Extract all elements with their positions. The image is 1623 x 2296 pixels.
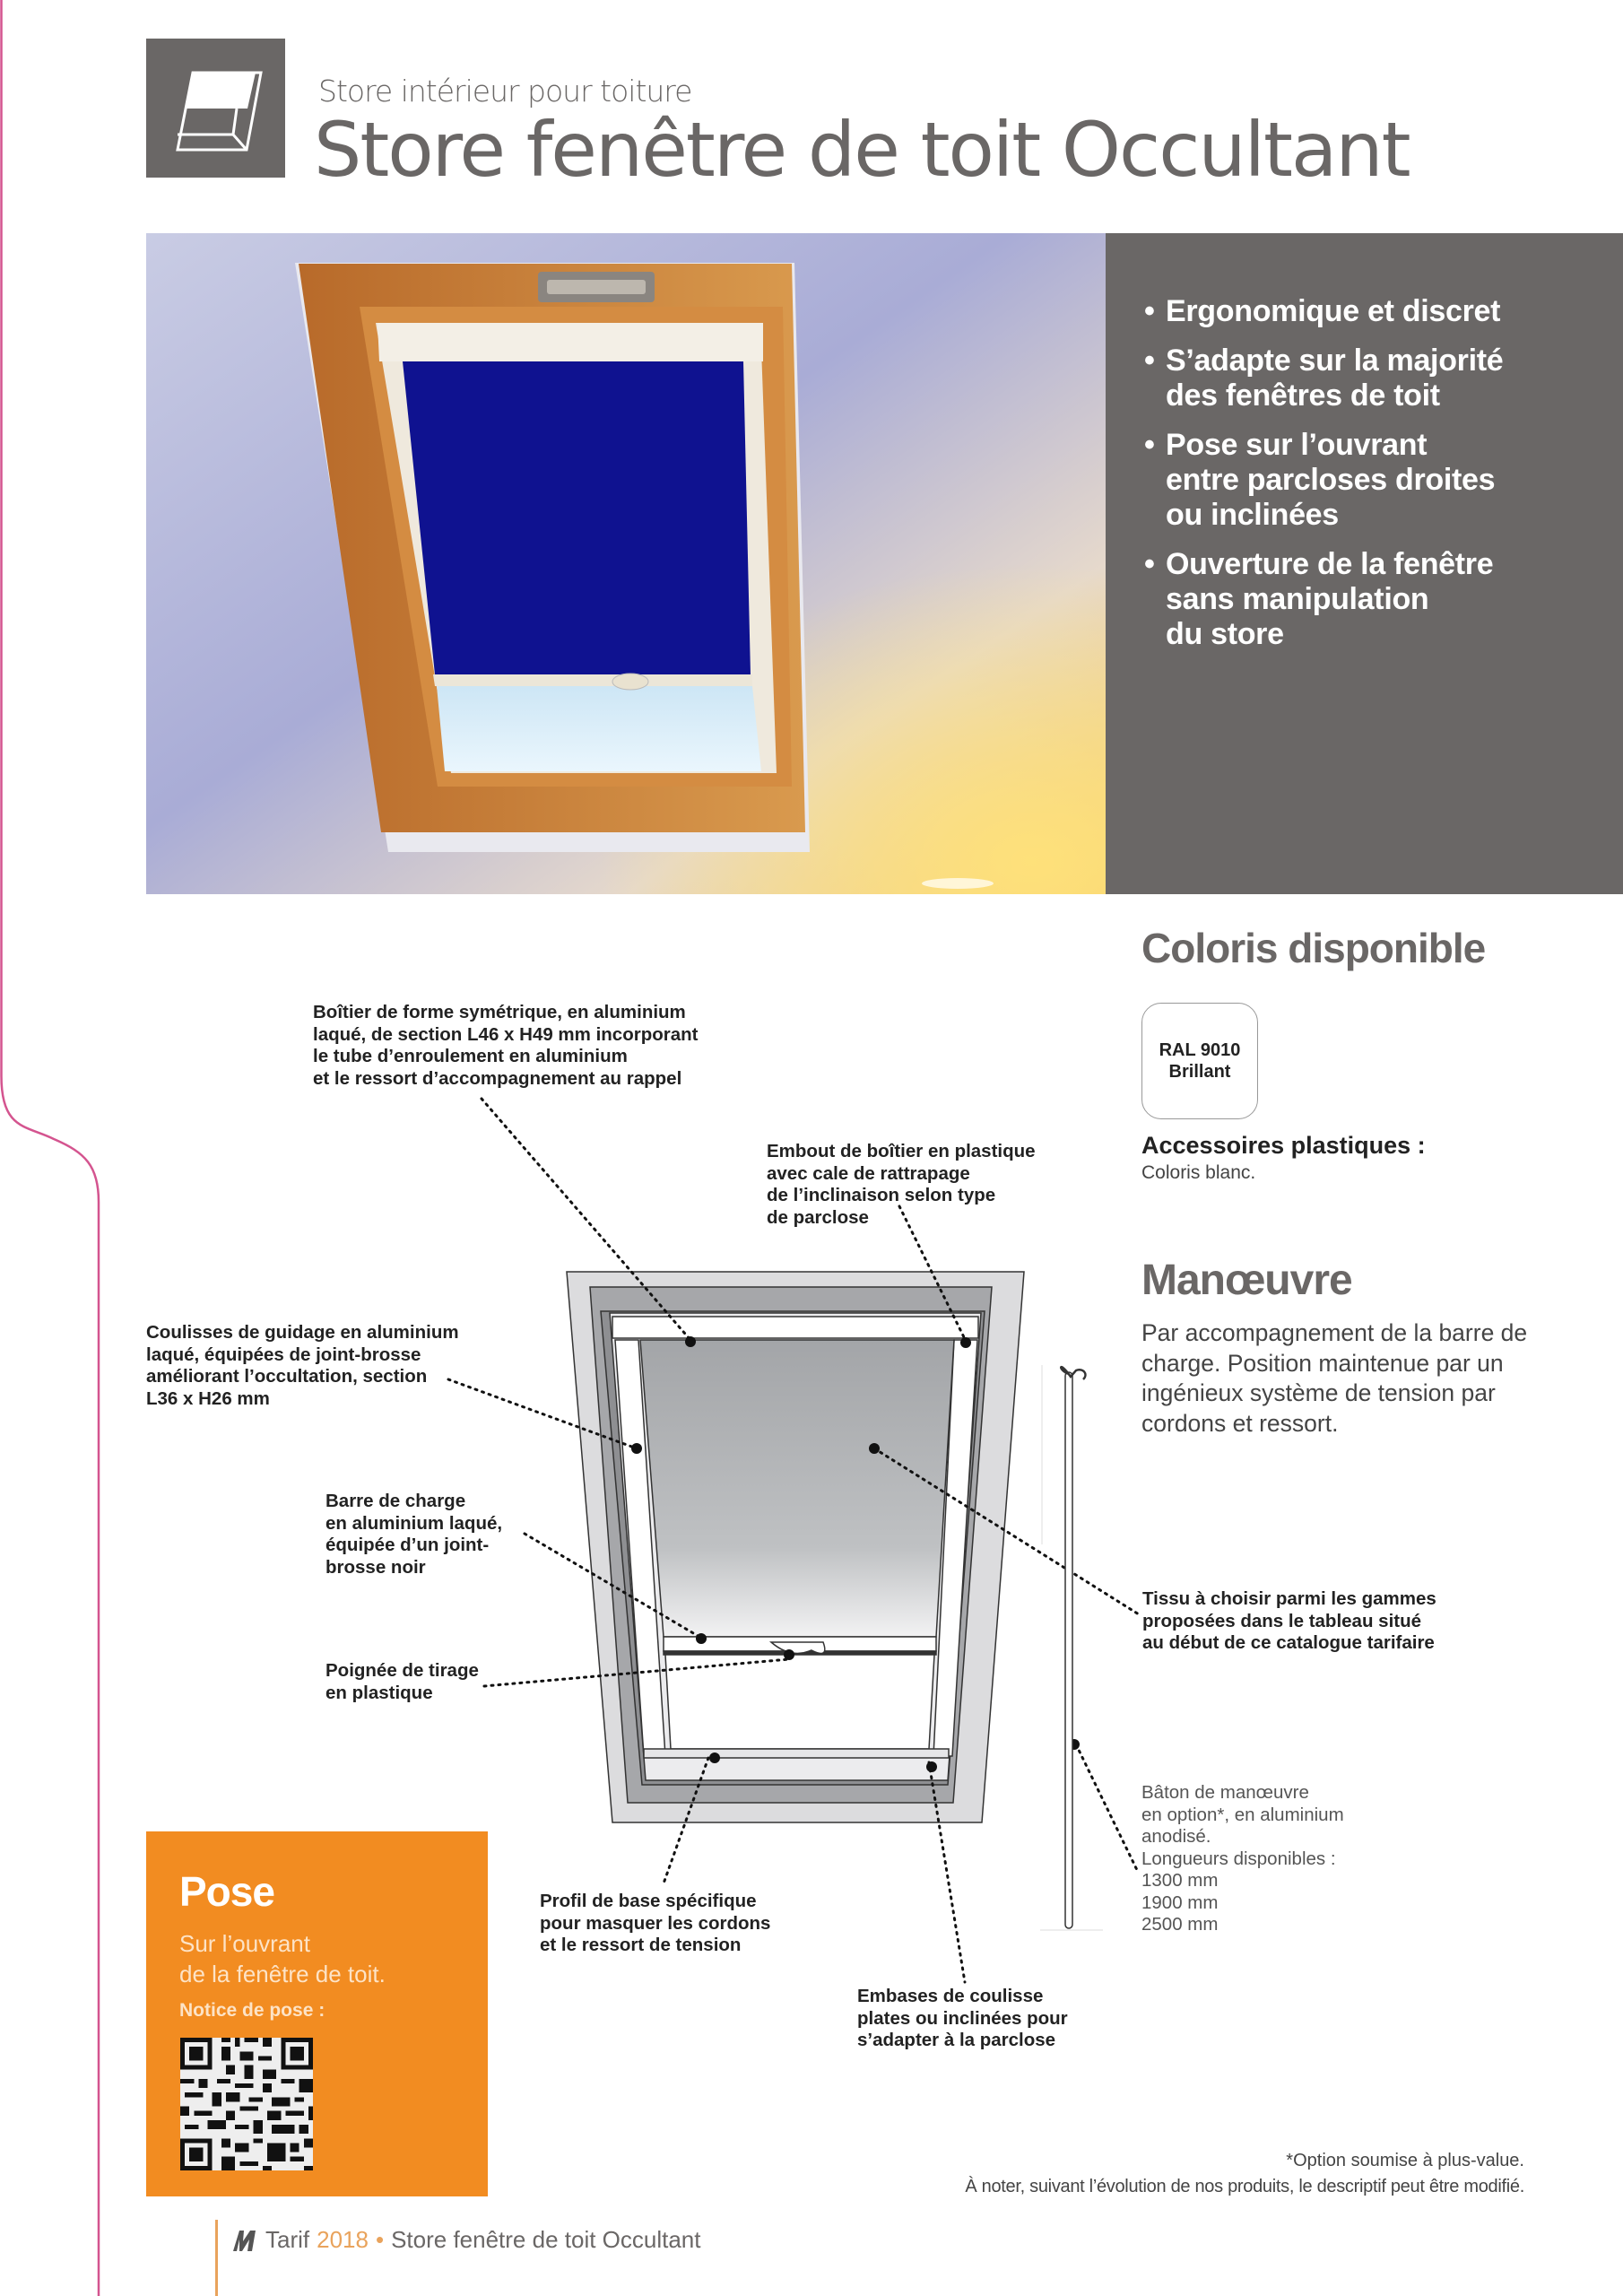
feature-item: • S’adapte sur la majorité des fenêtres de toit [1146,344,1623,413]
pose-notice-label: Notice de pose : [179,2000,325,2021]
pose-box [146,1831,488,2196]
cassette [612,1317,978,1338]
pose-text: Sur l’ouvrant de la fenêtre de toit. [179,1930,386,1987]
footer-title: Store fenêtre de toit Occultant [391,2226,701,2253]
callout-dot [960,1337,971,1348]
feature-item: • Pose sur l’ouvrant entre parcloses droites ou inclinées [1146,428,1623,533]
callout-boitier: Boîtier de forme symétrique, en aluminium laqué, de section L46 x H49 mm incorporant le tube d’enroulement en aluminium et le ressort d’accompagnement au rappel [313,1002,699,1089]
swatch-code: RAL 9010 [1159,1040,1241,1060]
accessories-heading: Accessoires plastiques : [1141,1132,1426,1159]
manoeuvre-heading: Manœuvre [1141,1257,1352,1304]
base-profile [644,1749,949,1758]
page-footer [231,2226,701,2254]
callout-baton: Bâton de manœuvre en option*, en aluminium anodisé. Longueurs disponibles : 1300 mm 1900 mm 2500 mm [1141,1782,1344,1935]
pose-heading: Pose [179,1868,274,1915]
qr-code-icon[interactable] [180,2038,313,2170]
callout-dot [696,1633,707,1644]
feature-item: • Ergonomique et discret [1146,294,1623,329]
operating-rod [1040,1365,1103,1930]
feature-item: • Ouverture de la fenêtre sans manipulation du store [1146,547,1623,652]
callout-dot [869,1443,880,1454]
callout-tissu: Tissu à choisir parmi les gammes proposées dans le tableau situé au début de ce catalogue tarifaire [1142,1588,1436,1653]
product-photo [146,233,1107,894]
manoeuvre-text: Par accompagnement de la barre de charge. Position maintenue par un ingénieux système de tension par cordons et ressort. [1141,1319,1528,1437]
page-title: Store fenêtre de toit Occultant [314,106,1410,194]
features-panel [1106,233,1623,894]
callout-profil: Profil de base spécifique pour masquer les cordons et le ressort de tension [540,1891,771,1955]
footnote-note: À noter, suivant l’évolution de nos produits, le descriptif peut être modifié. [965,2177,1524,2196]
callout-dot [631,1443,642,1454]
callout-dot [709,1752,720,1763]
roof-window-icon [146,39,285,178]
color-swatch [1141,1003,1258,1119]
footnote-option: *Option soumise à plus-value. [1286,2151,1524,2170]
fabric-shade [640,1340,954,1637]
swatch-finish: Brillant [1168,1062,1231,1082]
footer-divider [215,2220,218,2296]
callout-dot [926,1761,937,1772]
page-subtitle: Store intérieur pour toiture [318,74,692,109]
callout-poignee: Poignée de tirage en plastique [325,1660,479,1703]
footer-separator: • [375,2226,385,2253]
footer-year: 2018 [317,2226,369,2253]
callout-embases: Embases de coulisse plates ou inclinées pour s’adapter à la parclose [857,1986,1068,2050]
callout-dot [784,1649,794,1660]
callout-barre: Barre de charge en aluminium laqué, équipée d’un joint- brosse noir [325,1491,503,1578]
callout-embout: Embout de boîtier en plastique avec cale de rattrapage de l’inclinaison selon type de parclose [767,1141,1036,1228]
callout-coulisses: Coulisses de guidage en aluminium laqué, équipées de joint-brosse améliorant l’occultation, section L36 x H26 mm [146,1322,459,1409]
brand-logo-icon [231,2228,258,2253]
accessories-text: Coloris blanc. [1141,1162,1256,1183]
callout-dot [685,1336,696,1347]
footer-label: Tarif [265,2226,310,2253]
coloris-heading: Coloris disponible [1141,925,1486,971]
